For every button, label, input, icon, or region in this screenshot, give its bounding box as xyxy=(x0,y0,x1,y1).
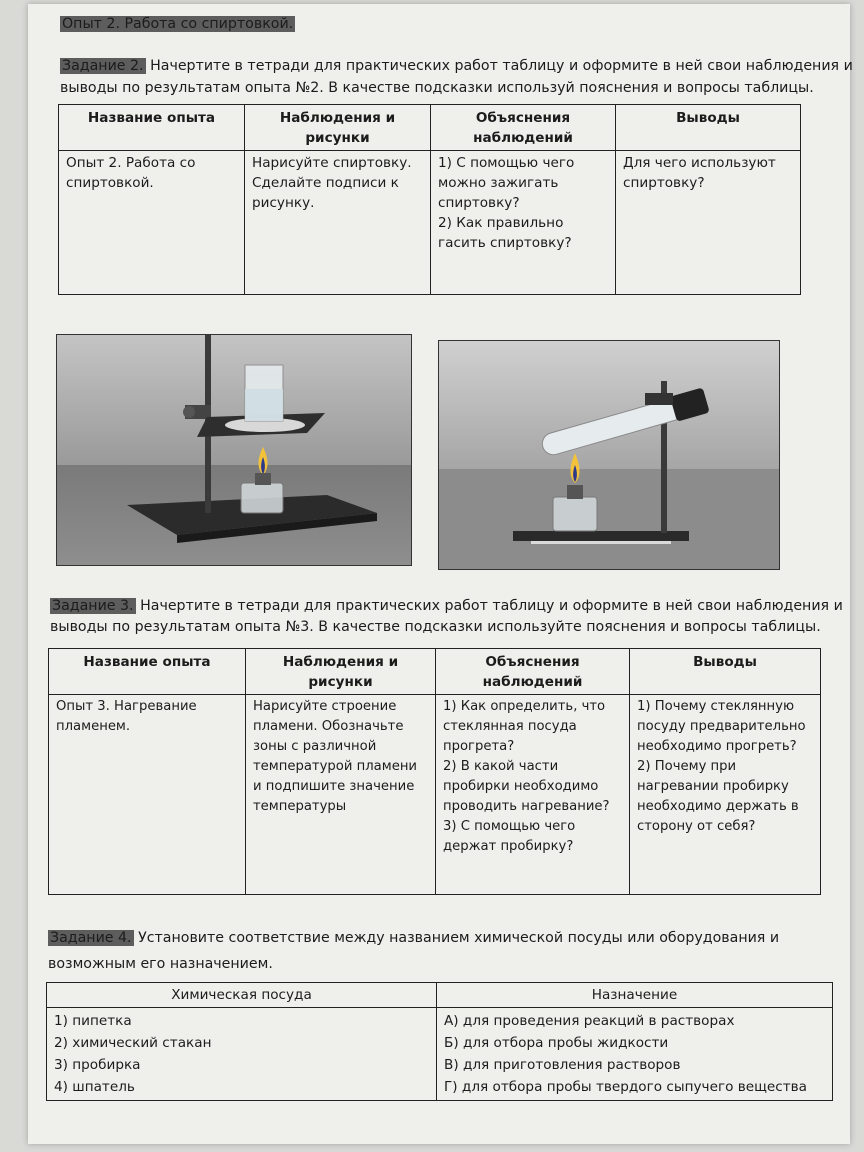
experiment-2-title: Опыт 2. Работа со спиртовкой. xyxy=(62,16,294,32)
header-conclusions: Выводы xyxy=(616,105,801,151)
task-3-line-1: Задание 3. Начертите в тетради для практических работ таблицу и оформите в ней свои наблюдения и xyxy=(52,598,843,614)
list-item: А) для проведения реакций в растворах xyxy=(444,1013,735,1029)
cell-experiment-name: Опыт 2. Работа со спиртовкой. xyxy=(59,151,245,295)
list-item: 2) химический стакан xyxy=(54,1035,212,1051)
cell-experiment-name: Опыт 3. Нагревание пламенем. xyxy=(49,695,246,895)
task-3-line-2: выводы по результатам опыта №3. В качестве подсказки используйте пояснения и вопросы таблицы. xyxy=(50,619,821,635)
header-explanations: Объяснения наблюдений xyxy=(436,649,630,695)
header-purpose: Назначение xyxy=(437,983,833,1008)
photo-beaker-heating xyxy=(56,334,412,566)
header-observations: Наблюдения и рисунки xyxy=(245,105,431,151)
header-experiment-name: Название опыта xyxy=(49,649,246,695)
task-3-label: Задание 3. xyxy=(52,598,134,614)
list-item: 1) пипетка xyxy=(54,1013,132,1029)
task-2-line-2: выводы по результатам опыта №2. В качестве подсказки используй пояснения и вопросы таблицы. xyxy=(60,80,814,96)
task-4-label: Задание 4. xyxy=(50,930,132,946)
list-item: Г) для отбора пробы твердого сыпучего вещества xyxy=(444,1079,807,1095)
task-2-label: Задание 2. xyxy=(62,58,144,74)
header-explanations: Объяснения наблюдений xyxy=(431,105,616,151)
header-observations: Наблюдения и рисунки xyxy=(246,649,436,695)
task-3-table xyxy=(48,648,821,895)
cell-conclusions: Для чего используют спиртовку? xyxy=(616,151,801,295)
cell-observations: Нарисуйте строение пламени. Обозначьте зоны с различной температурой пламени и подпишите значение температуры xyxy=(246,695,436,895)
cell-conclusions: 1) Почему стеклянную посуду предварительно необходимо прогреть? 2) Почему при нагревании пробирку необходимо держать в сторону от себя? xyxy=(630,695,821,895)
list-item: В) для приготовления растворов xyxy=(444,1057,681,1073)
list-item: 4) шпатель xyxy=(54,1079,135,1095)
task-2-table xyxy=(58,104,801,295)
worksheet-page xyxy=(28,4,853,1144)
list-item: 3) пробирка xyxy=(54,1057,141,1073)
labware-list xyxy=(47,1008,437,1101)
task-4-line-1: Задание 4. Установите соответствие между названием химической посуды или оборудования и xyxy=(50,930,780,946)
header-labware: Химическая посуда xyxy=(47,983,437,1008)
cell-explanations: 1) С помощью чего можно зажигать спиртовку? 2) Как правильно гасить спиртовку? xyxy=(431,151,616,295)
task-4-line-2: возможным его назначением. xyxy=(48,956,273,972)
cell-explanations: 1) Как определить, что стеклянная посуда прогрета? 2) В какой части пробирки необходимо проводить нагревание? 3) С помощью чего держат пробирку? xyxy=(436,695,630,895)
header-conclusions: Выводы xyxy=(630,649,821,695)
photo-test-tube-heating xyxy=(438,340,780,570)
task-2-line-1: Задание 2. Начертите в тетради для практических работ таблицу и оформите в ней свои наблюдения и xyxy=(62,58,853,74)
cell-observations: Нарисуйте спиртовку. Сделайте подписи к рисунку. xyxy=(245,151,431,295)
list-item: Б) для отбора пробы жидкости xyxy=(444,1035,669,1051)
header-experiment-name: Название опыта xyxy=(59,105,245,151)
task-4-table xyxy=(46,982,833,1101)
purpose-list xyxy=(437,1008,833,1101)
